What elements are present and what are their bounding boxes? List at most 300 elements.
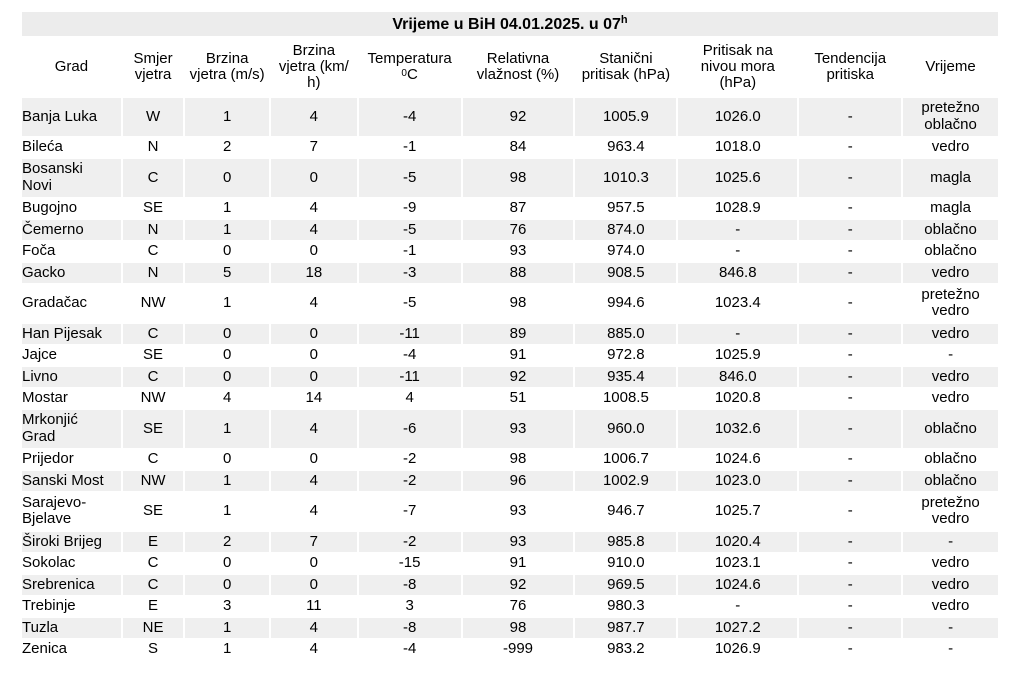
city-cell: [22, 199, 121, 219]
temperature-cell: -1: [359, 242, 461, 262]
weather-cell: [903, 554, 998, 574]
city-cell-line: Novi: [22, 176, 53, 194]
station-pressure-cell: 985.8: [575, 532, 676, 552]
city-cell: [22, 640, 121, 660]
weather-cell-line: oblačno: [924, 471, 977, 489]
humidity-cell: 91: [463, 346, 574, 366]
temperature-cell: -2: [359, 532, 461, 552]
temperature-cell: -4: [359, 98, 461, 136]
weather-table: [20, 36, 1000, 661]
pressure-trend-cell: -: [799, 242, 901, 262]
table-row: [22, 346, 998, 366]
wind-speed-kmh-cell: 4: [271, 220, 357, 240]
city-cell-line: Gacko: [22, 263, 66, 281]
table-row: [22, 554, 998, 574]
wind-speed-kmh-cell: 0: [271, 159, 357, 197]
weather-cell-line: -: [948, 618, 954, 636]
wind-direction-cell: NW: [123, 471, 184, 491]
wind-speed-kmh-cell: 0: [271, 242, 357, 262]
sea-level-pressure-cell: -: [678, 324, 797, 344]
weather-cell: [903, 242, 998, 262]
wind-direction-cell: NE: [123, 618, 184, 638]
humidity-cell: 84: [463, 138, 574, 158]
wind-speed-ms-cell: 1: [185, 220, 269, 240]
sea-level-pressure-cell: 1026.9: [678, 640, 797, 660]
station-pressure-cell: 935.4: [575, 367, 676, 387]
pressure-trend-cell: -: [799, 471, 901, 491]
header-label-line: Brzina: [292, 42, 336, 59]
header-label-line: Pritisak na: [702, 42, 773, 59]
header-label-line: vjetra (km/: [278, 58, 349, 75]
header-smjer-vjetra: [123, 38, 184, 96]
humidity-cell: 91: [463, 554, 574, 574]
humidity-cell: 76: [463, 597, 574, 617]
wind-direction-cell: E: [123, 532, 184, 552]
wind-direction-cell: C: [123, 554, 184, 574]
pressure-trend-cell: -: [799, 554, 901, 574]
sea-level-pressure-cell: 1025.9: [678, 346, 797, 366]
temperature-cell: 4: [359, 389, 461, 409]
wind-speed-kmh-cell: 4: [271, 618, 357, 638]
weather-cell-line: vedro: [931, 367, 970, 385]
title-text: Vrijeme u BiH 04.01.2025. u 07: [392, 16, 621, 33]
weather-report: [22, 12, 998, 661]
sea-level-pressure-cell: 1020.8: [678, 389, 797, 409]
city-cell-line: Jajce: [22, 346, 58, 363]
pressure-trend-cell: -: [799, 159, 901, 197]
temperature-cell: -8: [359, 618, 461, 638]
city-cell-line: Bjelave: [22, 510, 72, 528]
humidity-cell: 92: [463, 367, 574, 387]
table-row: [22, 159, 998, 197]
page-title: [22, 12, 998, 36]
degree-symbol: 0: [401, 68, 407, 79]
sea-level-pressure-cell: 1018.0: [678, 138, 797, 158]
weather-cell-line: vedro: [931, 263, 970, 281]
station-pressure-cell: 946.7: [575, 493, 676, 531]
humidity-cell: 92: [463, 575, 574, 595]
weather-cell-line: vedro: [931, 324, 970, 342]
humidity-cell: 93: [463, 532, 574, 552]
wind-speed-ms-cell: 1: [185, 618, 269, 638]
city-cell-line: Čemerno: [22, 220, 84, 238]
city-cell: [22, 450, 121, 470]
city-cell: [22, 242, 121, 262]
station-pressure-cell: 1008.5: [575, 389, 676, 409]
weather-cell: [903, 138, 998, 158]
table-row: [22, 285, 998, 323]
humidity-cell: 93: [463, 242, 574, 262]
wind-speed-ms-cell: 0: [185, 159, 269, 197]
wind-direction-cell: C: [123, 242, 184, 262]
pressure-trend-cell: -: [799, 618, 901, 638]
humidity-cell: 98: [463, 159, 574, 197]
temperature-cell: -6: [359, 410, 461, 448]
station-pressure-cell: 994.6: [575, 285, 676, 323]
city-cell: [22, 597, 121, 617]
header-brzina-kmh: [271, 38, 357, 96]
header-label-line: Relativna: [486, 50, 550, 67]
wind-speed-kmh-cell: 0: [271, 346, 357, 366]
pressure-trend-cell: -: [799, 597, 901, 617]
sea-level-pressure-cell: 1032.6: [678, 410, 797, 448]
wind-speed-kmh-cell: 0: [271, 324, 357, 344]
city-cell-line: Sarajevo-: [22, 493, 87, 511]
wind-speed-ms-cell: 0: [185, 242, 269, 262]
table-row: [22, 263, 998, 283]
city-cell-line: Bugojno: [22, 199, 78, 216]
pressure-trend-cell: -: [799, 199, 901, 219]
wind-direction-cell: NW: [123, 389, 184, 409]
wind-direction-cell: C: [123, 575, 184, 595]
station-pressure-cell: 974.0: [575, 242, 676, 262]
city-cell: [22, 389, 121, 409]
station-pressure-cell: 1010.3: [575, 159, 676, 197]
pressure-trend-cell: -: [799, 263, 901, 283]
table-row: [22, 471, 998, 491]
wind-speed-ms-cell: 1: [185, 640, 269, 660]
weather-cell-line: oblačno: [924, 419, 977, 437]
city-cell: [22, 220, 121, 240]
station-pressure-cell: 980.3: [575, 597, 676, 617]
humidity-cell: -999: [463, 640, 574, 660]
pressure-trend-cell: -: [799, 410, 901, 448]
weather-cell: [903, 493, 998, 531]
weather-cell-line: pretežno: [921, 99, 980, 117]
weather-cell-line: pretežno: [921, 285, 980, 303]
pressure-trend-cell: -: [799, 367, 901, 387]
table-header: [22, 38, 998, 96]
humidity-cell: 87: [463, 199, 574, 219]
weather-cell: [903, 346, 998, 366]
humidity-cell: 76: [463, 220, 574, 240]
wind-direction-cell: S: [123, 640, 184, 660]
weather-cell-line: vedro: [931, 575, 970, 593]
header-label-line: vjetra: [134, 66, 172, 83]
table-row: [22, 199, 998, 219]
weather-cell-line: pretežno: [921, 493, 980, 511]
weather-cell-line: vedro: [931, 554, 970, 571]
humidity-cell: 96: [463, 471, 574, 491]
humidity-cell: 51: [463, 389, 574, 409]
weather-cell: [903, 618, 998, 638]
weather-cell: [903, 263, 998, 283]
city-cell-line: Bosanski: [22, 160, 83, 178]
pressure-trend-cell: -: [799, 532, 901, 552]
header-temperatura: [359, 38, 461, 96]
table-row: [22, 410, 998, 448]
wind-direction-cell: W: [123, 98, 184, 136]
pressure-trend-cell: -: [799, 346, 901, 366]
title-hour-superscript: h: [620, 14, 628, 26]
pressure-trend-cell: -: [799, 575, 901, 595]
city-cell-line: Foča: [22, 242, 56, 259]
pressure-trend-cell: -: [799, 285, 901, 323]
sea-level-pressure-cell: -: [678, 242, 797, 262]
temperature-cell: -3: [359, 263, 461, 283]
wind-speed-ms-cell: 2: [185, 532, 269, 552]
wind-direction-cell: C: [123, 324, 184, 344]
table-row: [22, 640, 998, 660]
temperature-cell: -4: [359, 640, 461, 660]
city-cell-line: Livno: [22, 367, 58, 385]
pressure-trend-cell: -: [799, 450, 901, 470]
city-cell-line: Han Pijesak: [22, 324, 103, 342]
weather-cell-line: vedro: [931, 138, 970, 155]
weather-cell-line: oblačno: [924, 450, 977, 467]
temperature-cell: -8: [359, 575, 461, 595]
sea-level-pressure-cell: 1027.2: [678, 618, 797, 638]
header-brzina-ms: [185, 38, 269, 96]
city-cell: [22, 263, 121, 283]
wind-speed-kmh-cell: 4: [271, 640, 357, 660]
wind-speed-ms-cell: 1: [185, 410, 269, 448]
header-label-line: Brzina: [205, 50, 249, 67]
weather-cell: [903, 367, 998, 387]
city-cell-line: Gradačac: [22, 294, 88, 311]
header-label-line: vlažnost (%): [476, 66, 560, 83]
weather-cell: [903, 324, 998, 344]
header-label-line: Stanični: [599, 50, 653, 67]
sea-level-pressure-cell: 1024.6: [678, 450, 797, 470]
weather-cell: [903, 199, 998, 219]
sea-level-pressure-cell: 1025.7: [678, 493, 797, 531]
city-cell: [22, 159, 121, 197]
sea-level-pressure-cell: 1023.4: [678, 285, 797, 323]
table-row: [22, 242, 998, 262]
weather-cell-line: vedro: [931, 510, 970, 528]
temperature-cell: 3: [359, 597, 461, 617]
weather-cell-line: vedro: [931, 597, 970, 614]
header-label-line: (hPa): [719, 74, 757, 91]
city-cell: [22, 493, 121, 531]
header-label-line: pritiska: [826, 66, 874, 83]
wind-direction-cell: C: [123, 159, 184, 197]
station-pressure-cell: 963.4: [575, 138, 676, 158]
city-cell-line: Mrkonjić: [22, 411, 78, 429]
table-row: [22, 575, 998, 595]
sea-level-pressure-cell: 846.0: [678, 367, 797, 387]
station-pressure-cell: 1005.9: [575, 98, 676, 136]
table-row: [22, 532, 998, 552]
sea-level-pressure-cell: 1023.1: [678, 554, 797, 574]
city-cell-line: Zenica: [22, 640, 68, 657]
city-cell-line: Grad: [22, 427, 56, 445]
weather-cell: [903, 285, 998, 323]
table-row: [22, 450, 998, 470]
wind-direction-cell: C: [123, 450, 184, 470]
city-cell: [22, 324, 121, 344]
header-pritisak-more: [678, 38, 797, 96]
table-row: [22, 98, 998, 136]
weather-cell: [903, 575, 998, 595]
weather-cell-line: vedro: [931, 389, 970, 406]
temperature-cell: -15: [359, 554, 461, 574]
city-cell: [22, 285, 121, 323]
wind-speed-kmh-cell: 7: [271, 138, 357, 158]
weather-cell: [903, 220, 998, 240]
wind-speed-kmh-cell: 18: [271, 263, 357, 283]
header-label-line: Grad: [54, 58, 89, 75]
wind-speed-ms-cell: 0: [185, 575, 269, 595]
wind-direction-cell: SE: [123, 410, 184, 448]
city-cell: [22, 98, 121, 136]
temperature-cell: -5: [359, 285, 461, 323]
table-row: [22, 618, 998, 638]
header-label-line: Vrijeme: [925, 58, 976, 75]
weather-cell: [903, 597, 998, 617]
weather-cell-line: magla: [930, 168, 971, 186]
weather-cell-line: vedro: [931, 302, 970, 320]
sea-level-pressure-cell: 1026.0: [678, 98, 797, 136]
sea-level-pressure-cell: 1024.6: [678, 575, 797, 595]
station-pressure-cell: 972.8: [575, 346, 676, 366]
header-label-line: vjetra (m/s): [189, 66, 265, 83]
sea-level-pressure-cell: -: [678, 220, 797, 240]
city-cell: [22, 618, 121, 638]
pressure-trend-cell: -: [799, 389, 901, 409]
wind-speed-ms-cell: 0: [185, 367, 269, 387]
city-cell-line: Mostar: [22, 389, 68, 406]
weather-cell: [903, 98, 998, 136]
wind-speed-ms-cell: 0: [185, 324, 269, 344]
header-grad: [22, 38, 121, 96]
table-row: [22, 220, 998, 240]
humidity-cell: 98: [463, 285, 574, 323]
temperature-cell: -5: [359, 159, 461, 197]
city-cell-line: Tuzla: [22, 618, 59, 636]
wind-direction-cell: C: [123, 367, 184, 387]
wind-speed-ms-cell: 3: [185, 597, 269, 617]
wind-speed-kmh-cell: 11: [271, 597, 357, 617]
table-row: [22, 597, 998, 617]
header-label-line: nivou mora: [700, 58, 775, 75]
weather-cell-line: -: [948, 346, 954, 363]
city-cell-line: Trebinje: [22, 597, 76, 614]
city-cell: [22, 532, 121, 552]
wind-speed-ms-cell: 2: [185, 138, 269, 158]
station-pressure-cell: 885.0: [575, 324, 676, 344]
header-label-line: h): [307, 74, 321, 91]
weather-cell: [903, 410, 998, 448]
temperature-cell: -11: [359, 367, 461, 387]
temperature-cell: -2: [359, 450, 461, 470]
station-pressure-cell: 1006.7: [575, 450, 676, 470]
humidity-cell: 93: [463, 410, 574, 448]
wind-speed-ms-cell: 0: [185, 450, 269, 470]
station-pressure-cell: 874.0: [575, 220, 676, 240]
wind-direction-cell: SE: [123, 199, 184, 219]
weather-cell-line: -: [948, 640, 954, 657]
wind-speed-ms-cell: 1: [185, 493, 269, 531]
weather-cell-line: oblačno: [924, 242, 977, 259]
temperature-cell: -1: [359, 138, 461, 158]
wind-speed-kmh-cell: 0: [271, 367, 357, 387]
wind-direction-cell: SE: [123, 493, 184, 531]
sea-level-pressure-cell: -: [678, 597, 797, 617]
wind-speed-kmh-cell: 0: [271, 450, 357, 470]
wind-speed-ms-cell: 0: [185, 554, 269, 574]
pressure-trend-cell: -: [799, 138, 901, 158]
city-cell: [22, 346, 121, 366]
weather-cell: [903, 640, 998, 660]
table-row: [22, 138, 998, 158]
wind-direction-cell: N: [123, 263, 184, 283]
station-pressure-cell: 910.0: [575, 554, 676, 574]
weather-cell: [903, 471, 998, 491]
city-cell: [22, 410, 121, 448]
humidity-cell: 88: [463, 263, 574, 283]
city-cell-line: Široki Brijeg: [22, 532, 103, 550]
city-cell: [22, 471, 121, 491]
city-cell: [22, 367, 121, 387]
sea-level-pressure-cell: 1020.4: [678, 532, 797, 552]
wind-speed-ms-cell: 1: [185, 285, 269, 323]
header-tendencija: [799, 38, 901, 96]
table-row: [22, 324, 998, 344]
header-vrijeme: [903, 38, 998, 96]
city-cell-line: Bileća: [22, 138, 63, 155]
weather-cell-line: -: [948, 532, 954, 550]
city-cell: [22, 138, 121, 158]
sea-level-pressure-cell: 846.8: [678, 263, 797, 283]
city-cell-line: Sanski Most: [22, 471, 104, 489]
temperature-cell: -4: [359, 346, 461, 366]
humidity-cell: 92: [463, 98, 574, 136]
table-body: [22, 98, 998, 659]
weather-cell: [903, 159, 998, 197]
wind-speed-ms-cell: 4: [185, 389, 269, 409]
wind-speed-kmh-cell: 0: [271, 554, 357, 574]
weather-cell-line: magla: [930, 199, 971, 216]
pressure-trend-cell: -: [799, 324, 901, 344]
wind-direction-cell: N: [123, 138, 184, 158]
temperature-cell: -7: [359, 493, 461, 531]
wind-speed-kmh-cell: 4: [271, 98, 357, 136]
wind-direction-cell: E: [123, 597, 184, 617]
wind-speed-ms-cell: 1: [185, 199, 269, 219]
table-row: [22, 493, 998, 531]
header-vlaznost: [463, 38, 574, 96]
humidity-cell: 98: [463, 450, 574, 470]
temperature-cell: -11: [359, 324, 461, 344]
sea-level-pressure-cell: 1025.6: [678, 159, 797, 197]
city-cell-line: Prijedor: [22, 450, 74, 467]
wind-speed-ms-cell: 1: [185, 98, 269, 136]
temperature-cell: -9: [359, 199, 461, 219]
station-pressure-cell: 1002.9: [575, 471, 676, 491]
header-label-line: C: [406, 66, 418, 83]
pressure-trend-cell: -: [799, 640, 901, 660]
wind-speed-kmh-cell: 4: [271, 471, 357, 491]
wind-speed-kmh-cell: 0: [271, 575, 357, 595]
table-row: [22, 389, 998, 409]
weather-cell-line: oblačno: [924, 115, 977, 133]
header-stanicni-pritisak: [575, 38, 676, 96]
sea-level-pressure-cell: 1028.9: [678, 199, 797, 219]
header-label-line: Temperatura: [367, 50, 452, 67]
temperature-cell: -5: [359, 220, 461, 240]
humidity-cell: 93: [463, 493, 574, 531]
sea-level-pressure-cell: 1023.0: [678, 471, 797, 491]
station-pressure-cell: 987.7: [575, 618, 676, 638]
wind-speed-ms-cell: 1: [185, 471, 269, 491]
pressure-trend-cell: -: [799, 98, 901, 136]
wind-speed-kmh-cell: 4: [271, 199, 357, 219]
wind-direction-cell: SE: [123, 346, 184, 366]
wind-direction-cell: NW: [123, 285, 184, 323]
table-row: [22, 367, 998, 387]
